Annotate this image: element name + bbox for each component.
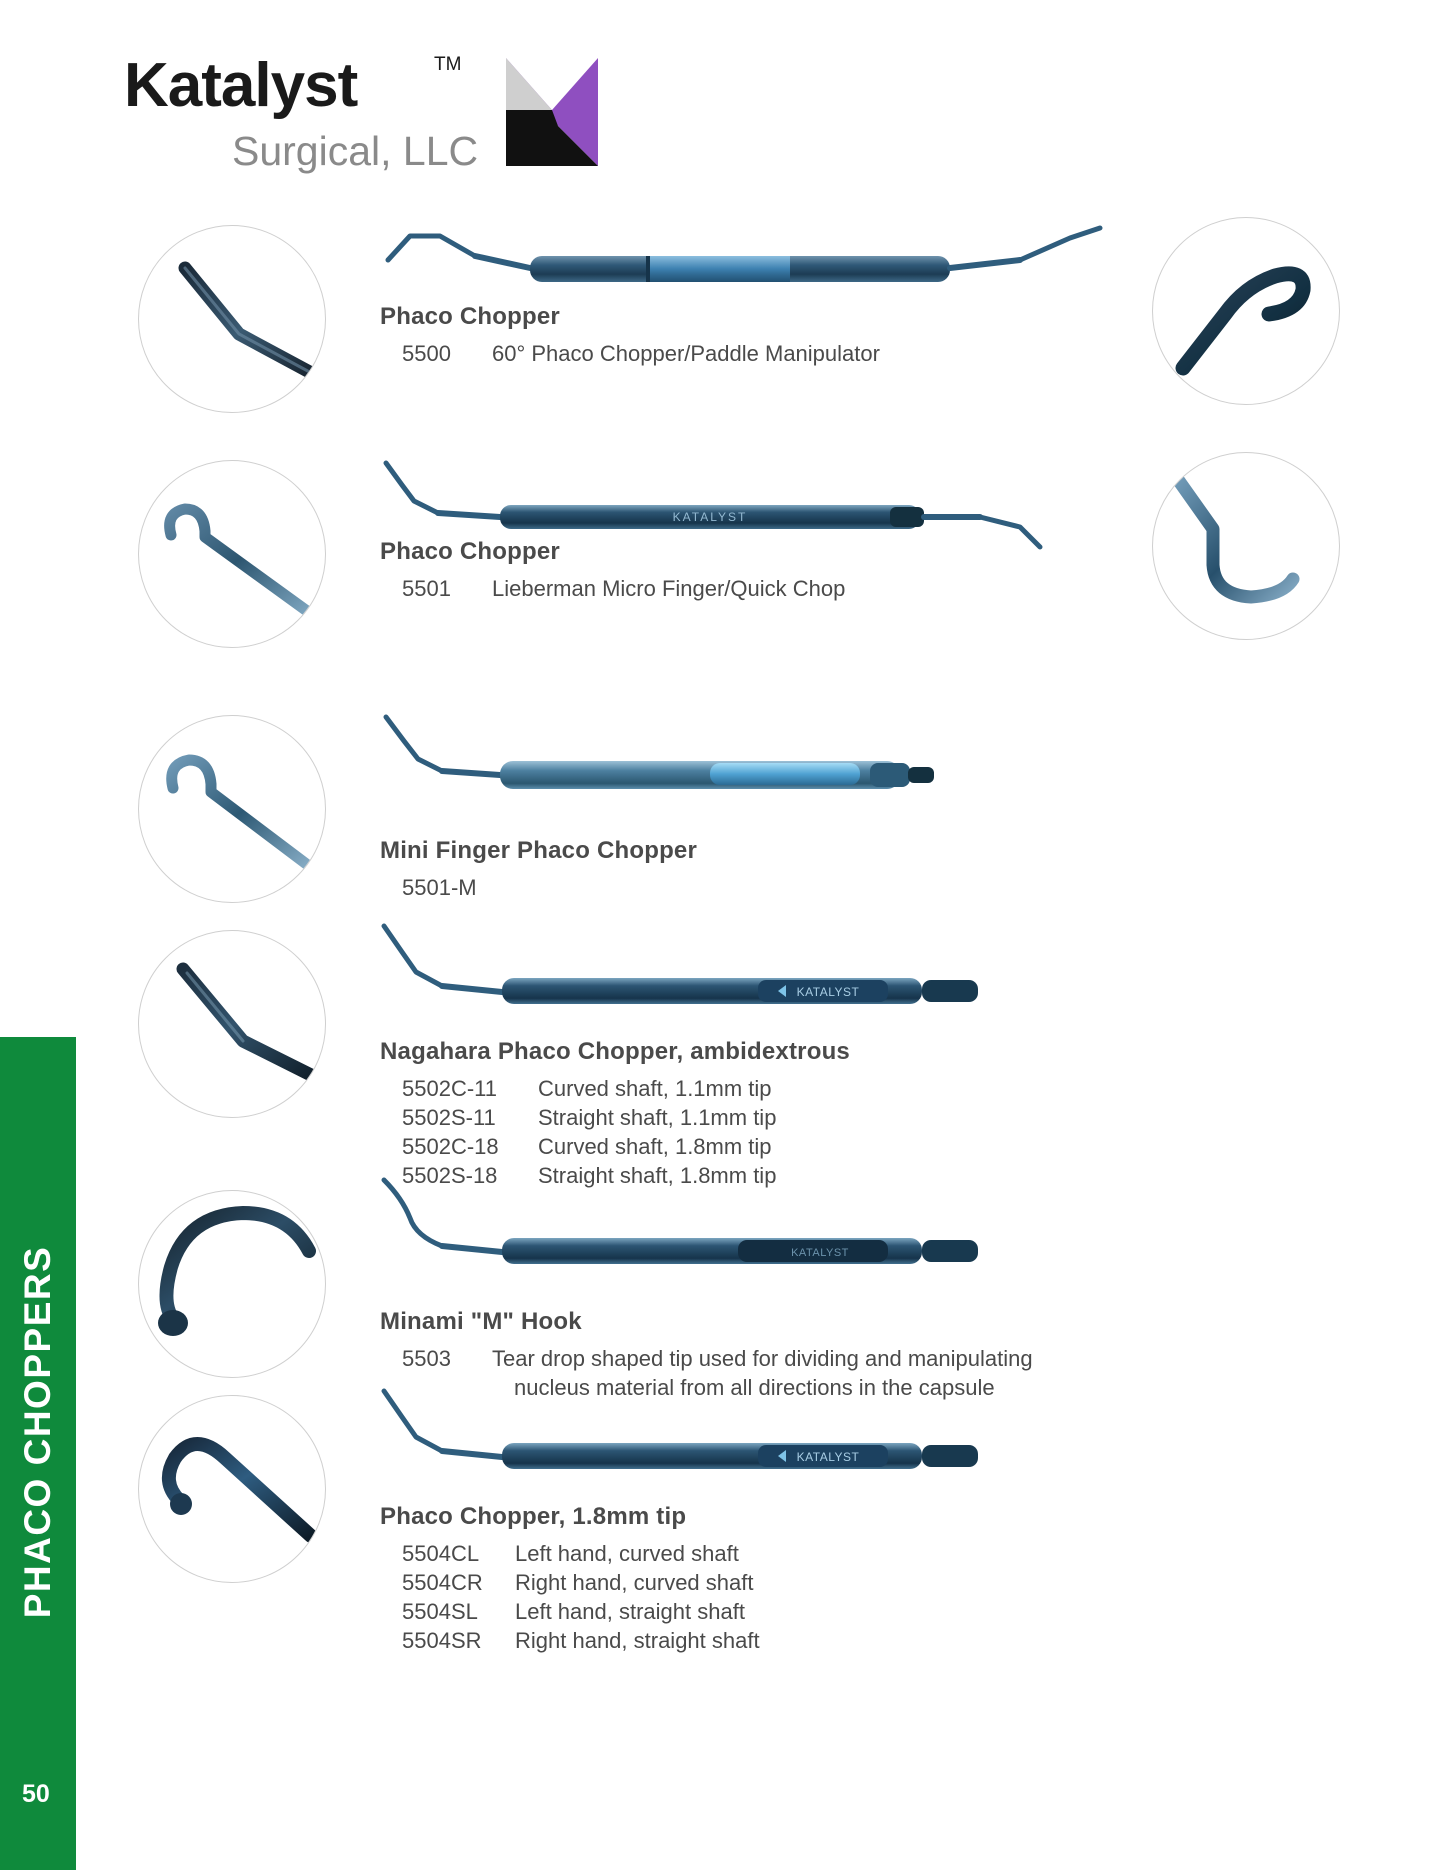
product-code: 5500 xyxy=(402,341,451,366)
product-row-5502 xyxy=(0,930,1445,1188)
product-title: Minami "M" Hook xyxy=(380,1308,582,1335)
product-code: 5504CR xyxy=(402,1570,483,1595)
product-spec-row xyxy=(380,1103,850,1132)
svg-text:KATALYST: KATALYST xyxy=(791,1247,849,1259)
svg-text:KATALYST: KATALYST xyxy=(796,985,860,999)
product-row-5500 xyxy=(0,225,1445,425)
product-spec-row xyxy=(380,574,845,603)
product-description: Straight shaft, 1.1mm tip xyxy=(538,1105,777,1130)
product-title: Phaco Chopper xyxy=(380,538,560,565)
product-detail-photo-right xyxy=(1152,217,1340,405)
product-spec-row xyxy=(380,873,697,902)
product-title: Phaco Chopper xyxy=(380,303,560,330)
product-description: Left hand, straight shaft xyxy=(515,1599,745,1624)
product-description: 60° Phaco Chopper/Paddle Manipulator xyxy=(492,341,880,366)
product-detail-photo-left xyxy=(138,930,326,1118)
product-text-5500 xyxy=(380,303,880,368)
instrument-illustration-5503 xyxy=(380,1176,1040,1286)
instrument-illustration-5501M xyxy=(380,705,1000,815)
product-row-5504 xyxy=(0,1395,1445,1655)
product-code: 5501-M xyxy=(402,875,477,900)
product-detail-photo-left xyxy=(138,225,326,413)
product-code: 5501 xyxy=(402,576,451,601)
product-detail-photo-left xyxy=(138,1190,326,1378)
product-detail-photo-left xyxy=(138,460,326,648)
brand-name: Katalyst xyxy=(124,51,358,120)
product-spec-row xyxy=(380,1132,850,1161)
brand-logo xyxy=(124,28,604,178)
product-spec-row xyxy=(380,1597,760,1626)
svg-text:KATALYST: KATALYST xyxy=(796,1450,860,1464)
product-spec-row xyxy=(380,1568,760,1597)
product-spec-row xyxy=(380,1539,760,1568)
product-code: 5504SL xyxy=(402,1599,478,1624)
section-tab-label: PHACO CHOPPERS xyxy=(17,1245,58,1619)
brand-subtitle: Surgical, LLC xyxy=(232,128,479,174)
product-row-5501M xyxy=(0,715,1445,915)
product-row-5501 xyxy=(0,460,1445,660)
product-text-5501M xyxy=(380,837,697,902)
product-description: Straight shaft, 1.8mm tip xyxy=(538,1163,777,1188)
product-code: 5502S-18 xyxy=(402,1163,498,1188)
product-title: Mini Finger Phaco Chopper xyxy=(380,837,698,864)
product-text-5502 xyxy=(380,1038,850,1190)
instrument-illustration-5504 xyxy=(380,1383,1040,1493)
product-text-5501 xyxy=(380,538,845,603)
product-spec-row xyxy=(380,339,880,368)
product-description: Right hand, curved shaft xyxy=(515,1570,754,1595)
product-description: Curved shaft, 1.8mm tip xyxy=(538,1134,772,1159)
instrument-illustration-5502 xyxy=(380,918,1040,1028)
product-description-continued: nucleus material from all directions in the capsule xyxy=(514,1375,995,1400)
product-detail-photo-left xyxy=(138,715,326,903)
product-description: Lieberman Micro Finger/Quick Chop xyxy=(492,576,846,601)
product-code: 5502S-11 xyxy=(402,1105,496,1130)
product-description: Curved shaft, 1.1mm tip xyxy=(538,1076,772,1101)
product-description: Tear drop shaped tip used for dividing and manipulating xyxy=(492,1346,1033,1371)
svg-text:KATALYST: KATALYST xyxy=(672,510,748,524)
product-detail-photo-right xyxy=(1152,452,1340,640)
product-description: Right hand, straight shaft xyxy=(515,1628,760,1653)
product-spec-row xyxy=(380,1626,760,1655)
product-title: Phaco Chopper, 1.8mm tip xyxy=(380,1503,687,1530)
product-spec-row xyxy=(380,1074,850,1103)
brand-trademark: TM xyxy=(434,54,462,75)
product-detail-photo-left xyxy=(138,1395,326,1583)
product-title: Nagahara Phaco Chopper, ambidextrous xyxy=(380,1038,850,1065)
product-description: Left hand, curved shaft xyxy=(515,1541,739,1566)
page-number: 50 xyxy=(22,1780,50,1808)
product-spec-row xyxy=(380,1344,1033,1373)
product-code: 5503 xyxy=(402,1346,451,1371)
product-code: 5504SR xyxy=(402,1628,482,1653)
product-text-5504 xyxy=(380,1503,760,1655)
product-code: 5504CL xyxy=(402,1541,480,1566)
product-code: 5502C-18 xyxy=(402,1134,499,1159)
product-code: 5502C-11 xyxy=(402,1076,497,1101)
